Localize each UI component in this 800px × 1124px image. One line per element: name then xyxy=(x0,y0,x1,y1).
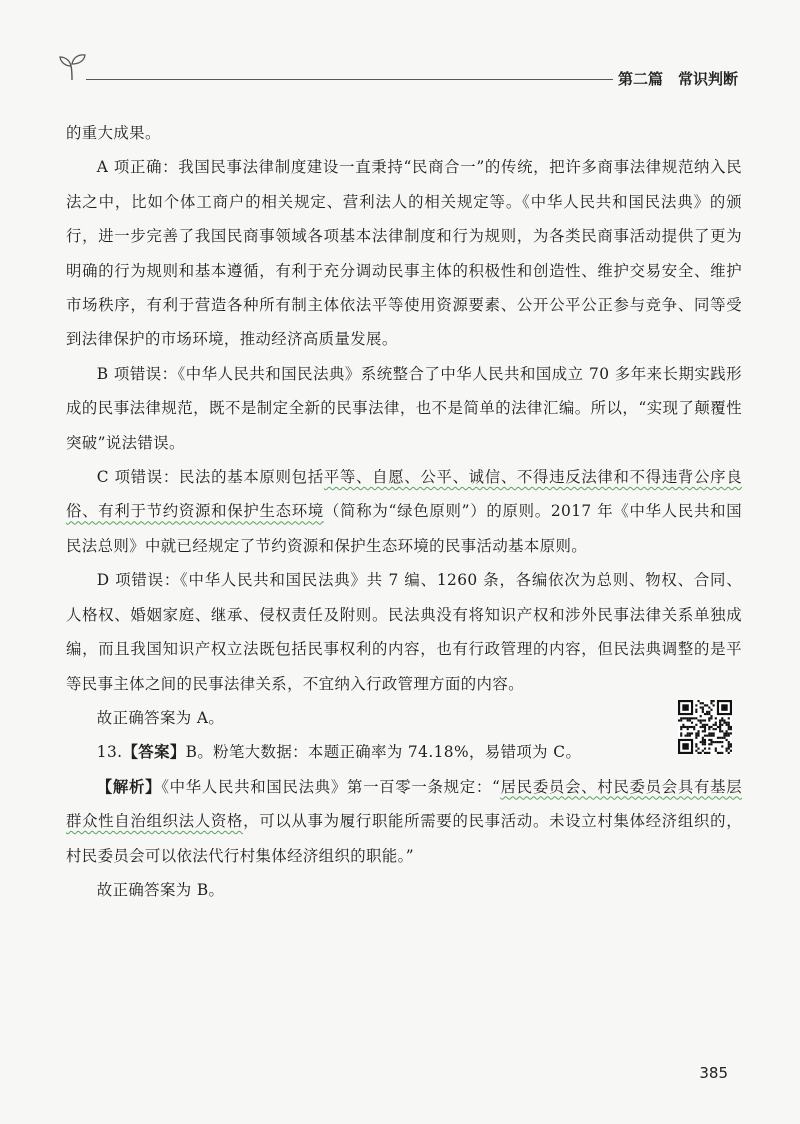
paragraph xyxy=(66,150,742,356)
paragraph xyxy=(66,873,742,907)
paragraph-text: 故正确答案为 A。 xyxy=(96,708,225,727)
paragraph xyxy=(66,357,742,460)
highlighted-text: 居民委员会、村民委员会具有基层群众性自治组织法人资格 xyxy=(66,777,742,831)
answer-explanation-body xyxy=(66,116,742,907)
paragraph-text: （简称为“绿色原则”）的原则。2017 年《中华人民共和国民法总则》中就已经规定了节约资源和保护生态环境的民事活动基本原则。 xyxy=(66,502,742,555)
header-rule xyxy=(86,79,613,80)
paragraph xyxy=(66,563,742,701)
page-number: 385 xyxy=(699,1064,728,1082)
bracket-label: 【答案】 xyxy=(122,743,186,762)
paragraph xyxy=(66,116,742,150)
paragraph-text: B。粉笔大数据：本题正确率为 74.18%，易错项为 C。 xyxy=(185,743,582,762)
section-title: 第二篇 常识判断 xyxy=(617,70,738,88)
paragraph xyxy=(66,460,742,563)
highlighted-text: 平等、自愿、公平、诚信、不得违反法律和不得违背公序良俗、有利于节约资源和保护生态环境 xyxy=(66,468,742,521)
paragraph-text: 13. xyxy=(96,743,123,762)
bracket-label: 【解析】 xyxy=(96,777,162,796)
paragraph-text: A 项正确：我国民事法律制度建设一直秉持“民商合一”的传统，把许多商事法律规范纳入民法之中，比如个体工商户的相关规定、营利法人的相关规定等。《中华人民共和国民法典》的颁行，进一步完善了我国民商事领域各项基本法律制度和行为规则，为各类民商事活动提供了更为明确的行为规则和基本遵循，有利于充分调动民事主体的积极性和创造性、维护交易安全、维护市场秩序，有利于营造各种所有制主体依法平等使用资源要素、公开公平公正参与竞争、同等受到法律保护的市场环境，推动经济高质量发展。 xyxy=(66,158,742,349)
paragraph xyxy=(66,735,742,769)
paragraph xyxy=(66,770,742,873)
paragraph-text: 故正确答案为 B。 xyxy=(96,880,225,899)
paragraph-text: B 项错误：《中华人民共和国民法典》系统整合了中华人民共和国成立 70 多年来长期实践形成的民事法律规范，既不是制定全新的民事法律，也不是简单的法律汇编。所以，“实现了颠覆性突破”说法错误。 xyxy=(66,364,742,452)
qr-code-icon[interactable] xyxy=(678,700,732,754)
paragraph-text: 《中华人民共和国民法典》第一百零一条规定：“ xyxy=(161,777,501,796)
paragraph-text: 的重大成果。 xyxy=(66,124,161,142)
page-header xyxy=(58,52,738,92)
sprout-icon xyxy=(58,52,88,82)
paragraph-text: D 项错误：《中华人民共和国民法典》共 7 编、1260 条，各编依次为总则、物权、合同、人格权、婚姻家庭、继承、侵权责任及附则。民法典没有将知识产权和涉外民事法律关系单独成编，而且我国知识产权立法既包括民事权利的内容，也有行政管理的内容，但民法典调整的是平等民事主体之间的民事法律关系，不宜纳入行政管理方面的内容。 xyxy=(66,571,742,693)
paragraph-text: C 项错误：民法的基本原则包括 xyxy=(96,468,324,487)
paragraph xyxy=(66,701,742,735)
paragraph-text: ，可以从事为履行职能所需要的民事活动。未设立村集体经济组织的，村民委员会可以依法代行村集体经济组织的职能。” xyxy=(66,812,743,865)
